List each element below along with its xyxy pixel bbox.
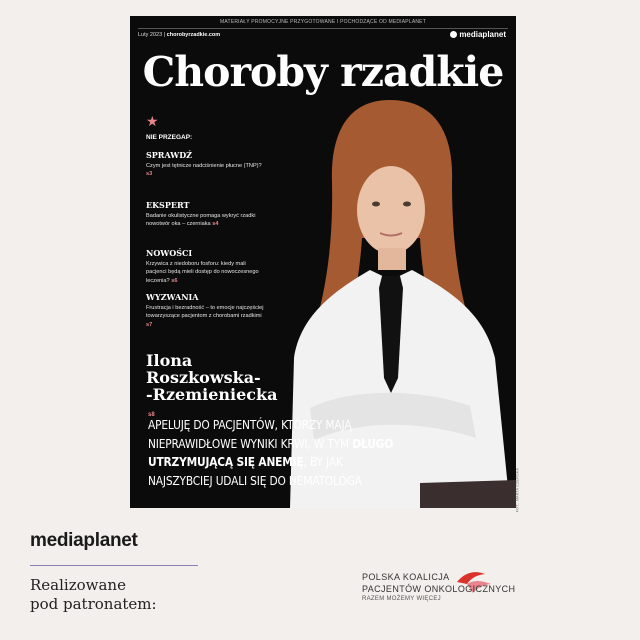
cover-person-name: Ilona Roszkowska- -Rzemieniecka xyxy=(146,351,278,404)
cover-brand-logo: mediaplanet xyxy=(450,30,506,39)
cover-divider xyxy=(138,28,508,29)
teaser-heading: SPRAWDŹ xyxy=(146,150,193,160)
teaser-text: Krzywica z niedoboru fosforu: kiedy mali pacjenci będą mieli dostęp do nowoczesnego leczenia? s6 xyxy=(146,261,259,284)
teaser-heading: EKSPERT xyxy=(146,200,190,210)
teaser-text: Frustracja i bezradność – to emocje najczęściej towarzyszące pacjentom z chorobami rzadkimi s7 xyxy=(146,305,264,328)
teaser-text: Czym jest tętnicze nadciśnienie płucne (TNP)? s3 xyxy=(146,163,262,178)
star-icon: ★ xyxy=(146,113,159,129)
teaser-heading: NOWOŚCI xyxy=(146,248,193,258)
teaser-sprawdz[interactable] xyxy=(146,150,264,179)
teaser-heading: WYZWANIA xyxy=(146,292,199,302)
dont-miss-label: NIE PRZEGAP: xyxy=(146,134,193,141)
promo-line: MATERIAŁY PROMOCYJNE PRZYGOTOWANE I POCHODZĄCE OD MEDIAPLANET xyxy=(220,19,426,25)
quote-page-ref: s8 xyxy=(148,412,155,418)
cover-quote: APELUJĘ DO PACJENTÓW, KTÓRZY MAJĄ NIEPRAWIDŁOWE WYNIKI KRWI, W TYM DŁUGO UTRZYMUJĄCĄ SIĘ ANEMIĘ, BY JAK NAJSZYBCIEJ UDALI SIĘ DO HEMATOLOGA xyxy=(148,417,394,488)
teaser-wyzwania[interactable] xyxy=(146,292,264,329)
teaser-text: Badanie okulistyczne pomaga wykryć rzadki nowotwór oka – czerniaka s4 xyxy=(146,213,256,228)
website-link[interactable]: chorobyrzadkie.com xyxy=(166,32,221,38)
teaser-nowosci[interactable] xyxy=(146,248,264,285)
issue-date-site: Luty 2023 | chorobyrzadkie.com xyxy=(138,32,221,38)
footer-divider xyxy=(30,565,198,566)
photo-credit: FOT.: MARTA CZERSKA xyxy=(514,468,519,513)
magazine-cover xyxy=(130,16,519,513)
cover-title: Choroby rzadkie xyxy=(142,48,504,96)
mediaplanet-dot-icon xyxy=(450,31,457,38)
issue-date: Luty 2023 xyxy=(138,32,163,38)
mediaplanet-logo: mediaplanet xyxy=(30,530,138,551)
partner-logo-pko[interactable]: POLSKA KOALICJA PACJENTÓW ONKOLOGICZNYCH RAZEM MOŻEMY WIĘCEJ xyxy=(362,572,516,602)
patronage-label: Realizowane pod patronatem: xyxy=(30,576,157,613)
teaser-ekspert[interactable] xyxy=(146,200,264,229)
